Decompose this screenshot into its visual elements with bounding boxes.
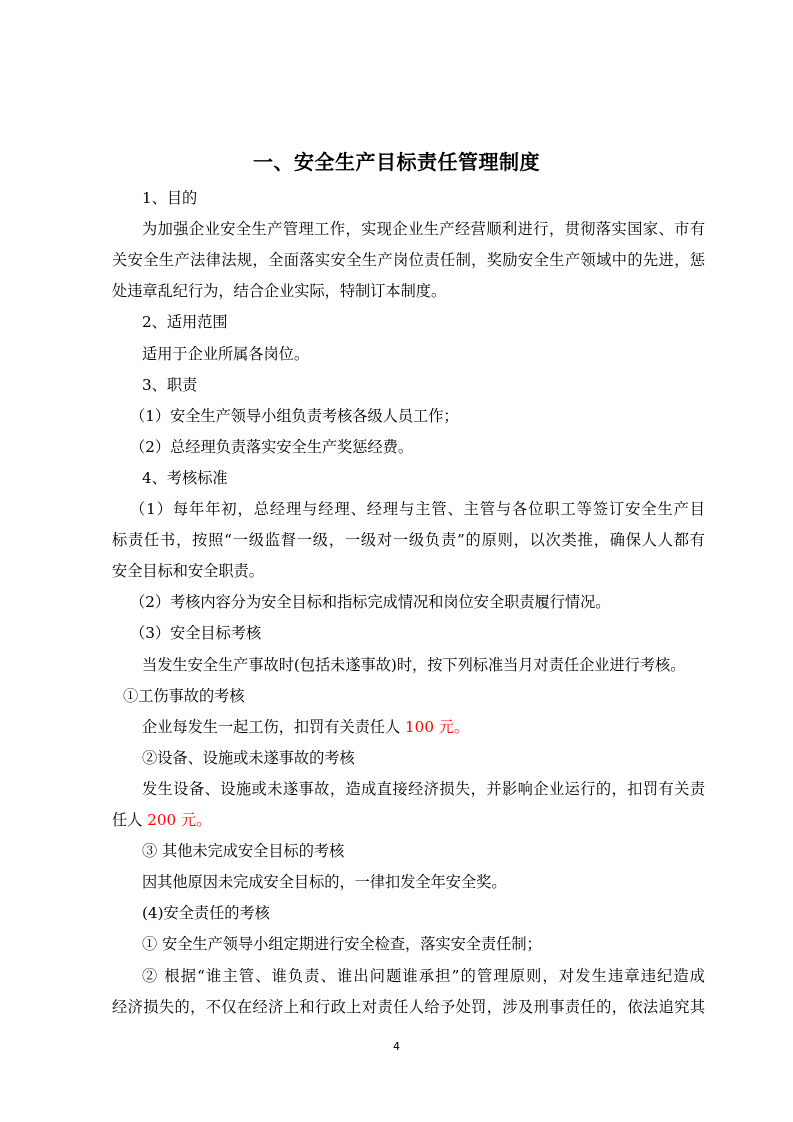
line-text: 4、考核标准 [142, 468, 228, 487]
line-text: ①工伤事故的考核 [123, 686, 245, 705]
line-text: 处违章乱纪行为，结合企业实际，特制订本制度。 [112, 282, 447, 301]
line-text: 任人 [112, 811, 148, 829]
line-text: 当发生安全生产事故时(包括未遂事故)时，按下列标准当月对责任企业进行考核。 [142, 655, 686, 674]
page-number: 4 [393, 1040, 400, 1053]
page-title: 一、安全生产目标责任管理制度 [253, 150, 540, 174]
line-text: 为加强企业安全生产管理工作，实现企业生产经营顺利进行，贯彻落实国家、市有 [142, 220, 705, 239]
text-line [130, 622, 705, 644]
line-text: 企业每发生一起工伤，扣罚有关责任人 [142, 717, 406, 736]
text-line [112, 996, 705, 1018]
text-line [112, 249, 705, 271]
text-line [142, 871, 705, 893]
line-text: ②设备、设施或未遂事故的考核 [142, 748, 355, 767]
line-text: 2、适用范围 [142, 313, 228, 332]
line-text: 1、目的 [142, 189, 198, 207]
text-line [130, 498, 705, 520]
text-line [112, 280, 705, 302]
text-line [142, 311, 705, 333]
text-line [123, 685, 705, 707]
line-text: 经济损失的，不仅在经济上和行政上对责任人给予处罚，涉及刑事责任的，依法追究其 [112, 997, 705, 1016]
line-text: (4)安全责任的考核 [142, 904, 270, 923]
text-line [142, 778, 705, 800]
text-line [142, 343, 705, 365]
penalty-amount: 200 元。 [147, 811, 212, 829]
penalty-amount: 100 元。 [405, 717, 470, 736]
line-text: 关安全生产法律法规，全面落实安全生产岗位责任制，奖励安全生产领域中的先进，惩 [112, 251, 705, 270]
text-line [142, 374, 705, 396]
text-line [142, 933, 705, 955]
line-text: 3、职责 [142, 375, 198, 394]
text-line [142, 187, 705, 209]
line-text: 标责任书，按照“一级监督一级，一级对一级负责”的原则，以次类推，确保人人都有 [112, 531, 705, 550]
text-line [130, 436, 705, 458]
line-text: 因其他原因未完成安全目标的，一律扣发全年安全奖。 [142, 873, 507, 892]
line-text: ① 安全生产领导小组定期进行安全检查，落实安全责任制； [142, 935, 542, 954]
text-line [142, 467, 705, 489]
text-line [142, 965, 705, 987]
text-line [130, 405, 705, 427]
text-line [142, 654, 705, 676]
line-text: （1）每年年初，总经理与经理、经理与主管、主管与各位职工等签订安全生产目 [130, 500, 705, 518]
line-text: （1）安全生产领导小组负责考核各级人员工作； [130, 406, 459, 425]
text-line [142, 716, 705, 738]
text-line [142, 840, 705, 862]
text-line [142, 902, 705, 924]
text-line [130, 591, 705, 613]
line-text: 发生设备、设施或未遂事故，造成直接经济损失，并影响企业运行的，扣罚有关责 [142, 779, 705, 798]
text-line [112, 809, 705, 831]
line-text: 安全目标和安全职责。 [112, 562, 264, 581]
text-line [142, 747, 705, 769]
line-text: ② 根据“谁主管、谁负责、谁出问题谁承担”的管理原则，对发生违章违纪造成 [142, 966, 705, 985]
line-text: （2）考核内容分为安全目标和指标完成情况和岗位安全职责履行情况。 [130, 593, 611, 612]
line-text: （3）安全目标考核 [130, 624, 262, 643]
text-line [142, 218, 705, 240]
line-text: ③ 其他未完成安全目标的考核 [142, 842, 345, 861]
text-line [112, 529, 705, 551]
line-text: 适用于企业所属各岗位。 [142, 344, 310, 363]
line-text: （2）总经理负责落实安全生产奖惩经费。 [130, 437, 414, 456]
text-line [112, 560, 705, 582]
